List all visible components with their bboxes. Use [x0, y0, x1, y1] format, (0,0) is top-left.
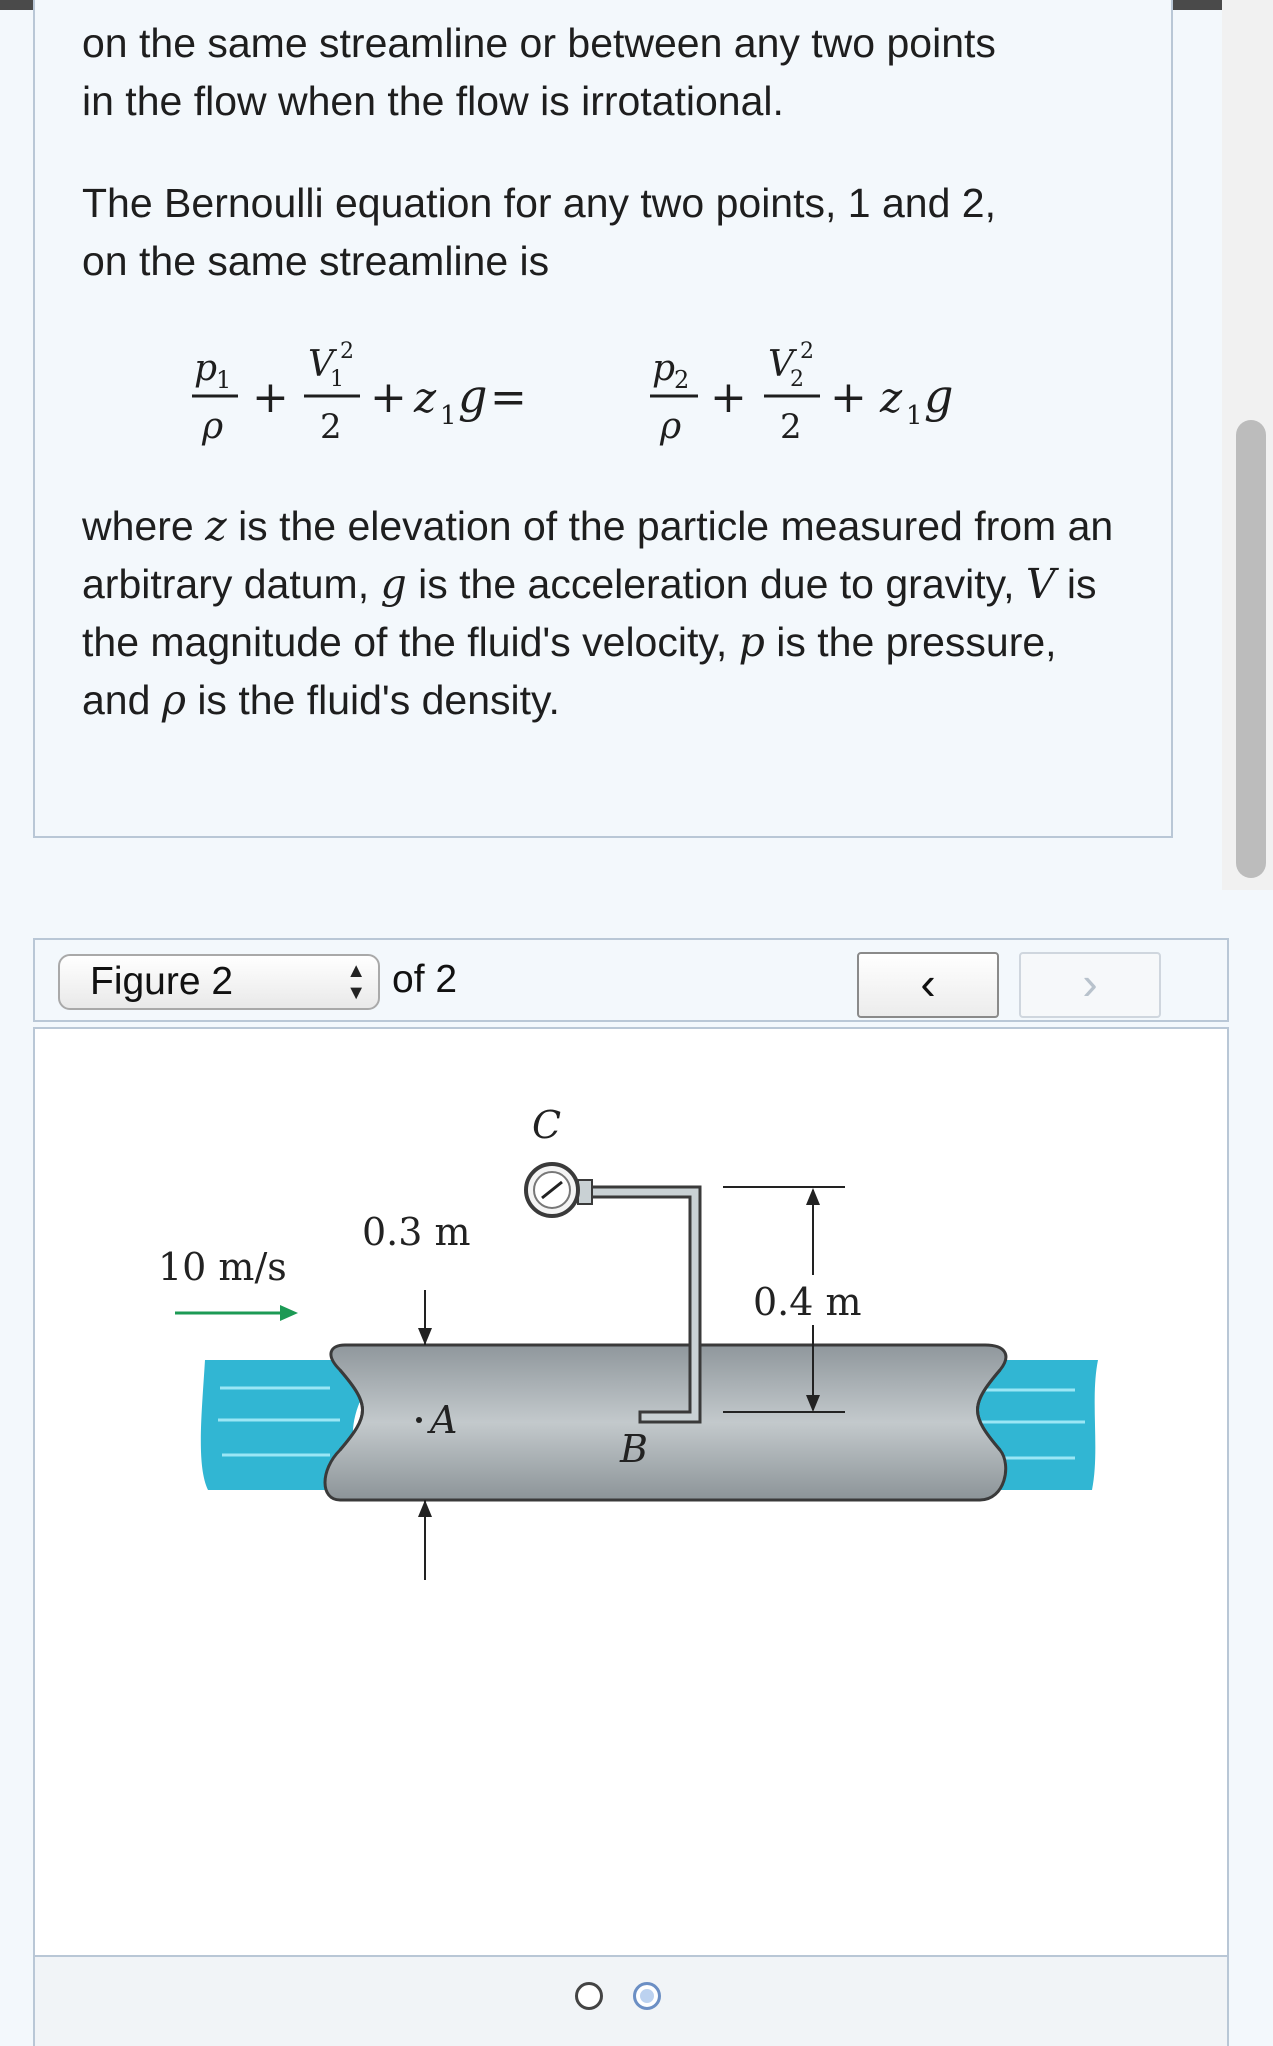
eq-plus-4: + — [830, 372, 867, 423]
eq-g1: g — [458, 369, 488, 423]
pipe-figure — [100, 1070, 1200, 1630]
chevron-left-icon: ‹ — [920, 957, 936, 1009]
bernoulli-equation — [190, 328, 1050, 458]
scrollbar-thumb[interactable] — [1236, 420, 1266, 878]
paragraph-variable-definitions — [82, 497, 1132, 729]
text-run: is the fluid's density. — [185, 677, 560, 723]
eq-p2-sub: 2 — [674, 366, 690, 394]
eq-rho-1: ρ — [202, 406, 224, 447]
text-run: is the pressure, and — [82, 619, 1057, 723]
eq-two-1: 2 — [320, 407, 342, 447]
previous-figure-button[interactable] — [857, 952, 999, 1018]
eq-plus-1: + — [252, 372, 289, 423]
var-rho: ρ — [161, 676, 186, 724]
eq-v1-sub: 1 — [330, 367, 344, 392]
velocity-label: 10 m/s — [158, 1245, 287, 1289]
label-point-a: A — [430, 1398, 458, 1442]
eq-z1-rhs: z — [880, 373, 903, 422]
eq-equals: = — [490, 372, 527, 423]
dimension-0-4m: 0.4 m — [753, 1280, 862, 1324]
text-line: The Bernoulli equation for any two points, 1 and 2, — [82, 180, 996, 226]
chevron-right-icon: › — [1082, 957, 1098, 1009]
text-run: is the acceleration due to gravity, — [406, 561, 1026, 607]
next-figure-button[interactable] — [1019, 952, 1161, 1018]
eq-rho-2: ρ — [660, 406, 682, 447]
text-line: on the same streamline or between any two points — [82, 20, 996, 66]
eq-v1: V — [308, 344, 334, 385]
eq-z1-sub: 1 — [440, 401, 457, 431]
eq-z1: z — [414, 373, 437, 422]
eq-v1-sq: 2 — [340, 339, 354, 364]
pager-dot-figure-1[interactable] — [575, 1982, 603, 2010]
text-line: in the flow when the flow is irrotational. — [82, 78, 784, 124]
pager-dot-figure-2[interactable] — [633, 1982, 661, 2010]
figure-count: of 2 — [392, 958, 458, 1001]
text-run: is the elevation of the particle measured from an arbitrary datum, — [82, 503, 1114, 607]
eq-z1-rhs-sub: 1 — [906, 401, 923, 431]
figure-select-value: Figure 2 — [90, 960, 234, 1003]
paragraph-irrotational — [82, 14, 1162, 130]
var-z: z — [205, 502, 227, 550]
eq-g2: g — [924, 369, 954, 423]
var-p: p — [738, 618, 765, 666]
eq-p2: p — [652, 348, 676, 389]
label-point-b: B — [620, 1427, 648, 1471]
label-point-c: C — [532, 1103, 562, 1147]
figure-pager — [33, 1955, 1229, 2046]
text-line: on the same streamline is — [82, 238, 550, 284]
eq-two-2: 2 — [780, 407, 802, 447]
eq-v2-sq: 2 — [800, 339, 814, 364]
eq-v2: V — [768, 344, 794, 385]
dimension-0-3m: 0.3 m — [362, 1210, 471, 1254]
eq-p1: p — [194, 348, 218, 389]
var-g: g — [380, 560, 407, 608]
var-V: V — [1025, 560, 1056, 608]
figure-select[interactable] — [58, 954, 380, 1010]
eq-v2-sub: 2 — [790, 367, 804, 392]
eq-plus-2: + — [370, 372, 407, 423]
select-arrows-icon: ▲ ▼ — [346, 960, 366, 1004]
eq-plus-3: + — [710, 372, 747, 423]
eq-p1-sub: 1 — [216, 366, 232, 394]
text-run: where — [82, 503, 206, 549]
text-run: is the magnitude of the fluid's velocity, — [82, 561, 1097, 665]
paragraph-bernoulli-intro — [82, 174, 1162, 290]
